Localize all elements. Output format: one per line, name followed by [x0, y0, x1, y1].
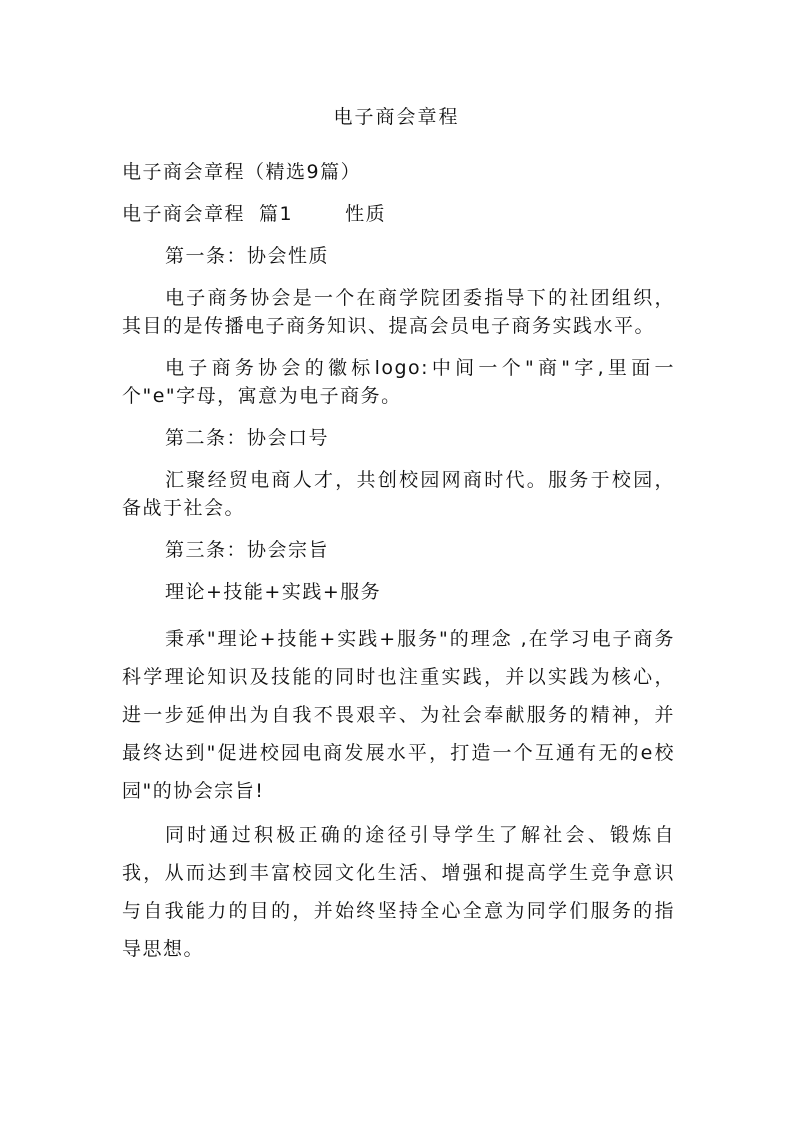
article-1-paragraph-1: 电子商务协会是一个在商学院团委指导下的社团组织，其目的是传播电子商务知识、提高会员电子商务实践水平。	[122, 287, 675, 337]
article-3-paragraph-2: 同时通过积极正确的途径引导学生了解社会、锻炼自我，从而达到丰富校园文化生活、增强和提高学生竞争意识与自我能力的目的，并始终坚持全心全意为同学们服务的指导思想。	[122, 824, 675, 960]
article-1-heading: 第一条：协会性质	[165, 245, 330, 267]
section-heading-part: 篇1	[259, 203, 294, 225]
section-heading-topic: 性质	[345, 203, 387, 225]
article-2-heading: 第二条：协会口号	[165, 427, 330, 449]
article-3-heading: 第三条：协会宗旨	[165, 539, 330, 561]
article-3-motto: 理论+技能+实践+服务	[165, 581, 382, 603]
section-heading	[122, 200, 675, 228]
document-title: 电子商会章程	[333, 106, 460, 128]
document-body	[122, 158, 675, 974]
article-1-paragraph-2: 电子商务协会的徽标logo:中间一个"商"字,里面一个"e"字母，寓意为电子商务。	[122, 357, 675, 407]
section-heading-title: 电子商会章程	[122, 203, 246, 225]
article-2-paragraph-1: 汇聚经贸电商人才，共创校园网商时代。服务于校园，备战于社会。	[122, 469, 675, 519]
document-subtitle: 电子商会章程（精选9篇）	[122, 161, 362, 183]
article-3-paragraph-1: 秉承"理论+技能+实践+服务"的理念 ,在学习电子商务科学理论知识及技能的同时也注重实践，并以实践为核心，进一步延伸出为自我不畏艰辛、为社会奉献服务的精神，并最终达到"促进校园电商发展水平，打造一个互通有无的e校园"的协会宗旨!	[122, 628, 675, 802]
